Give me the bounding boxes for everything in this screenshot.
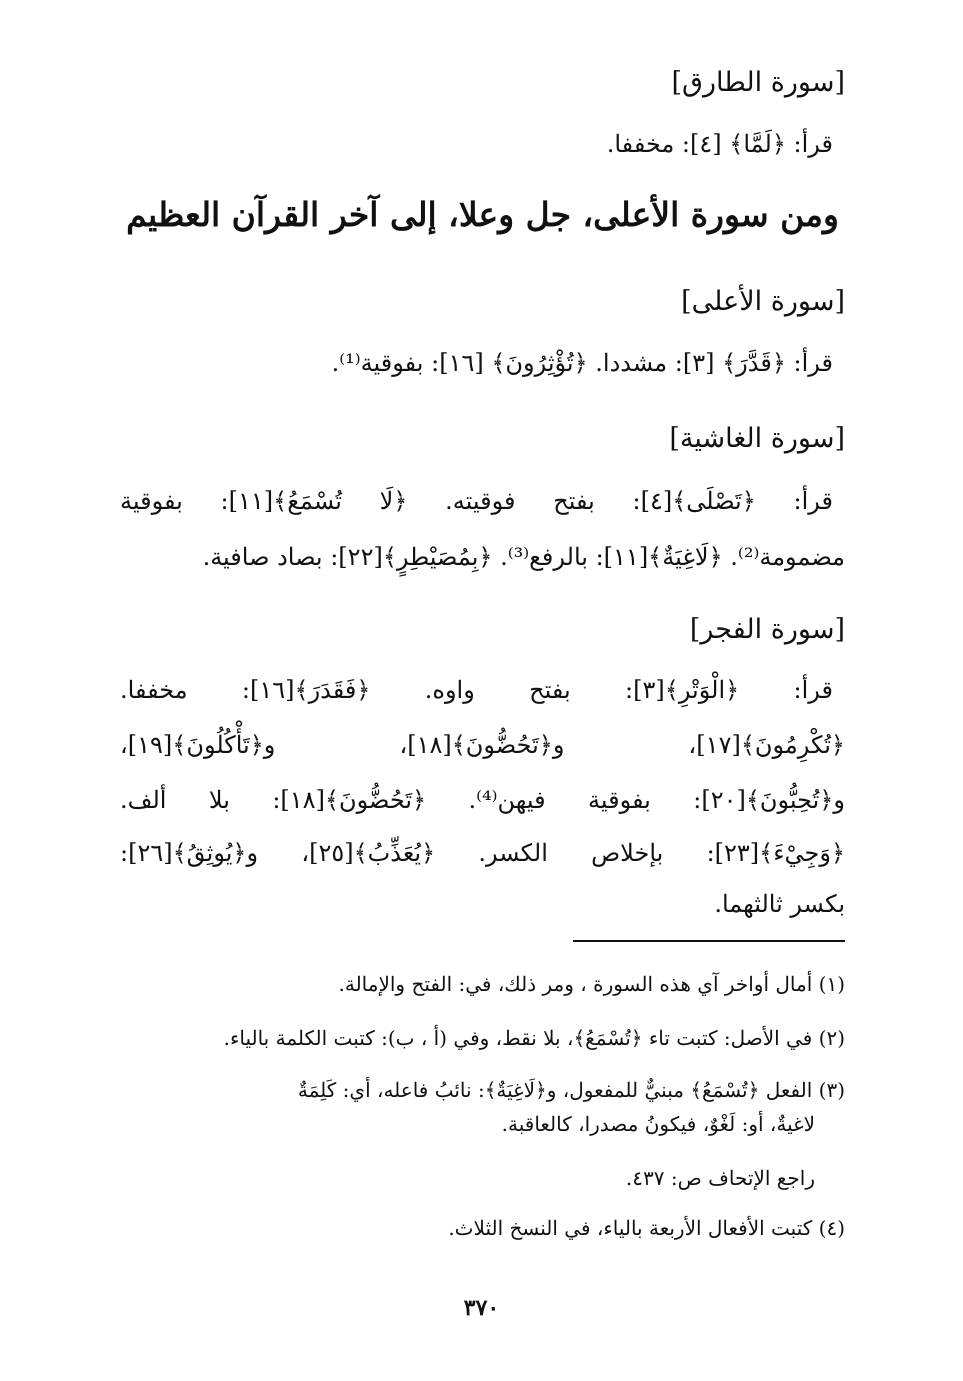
footnote-2: (٢) في الأصل: كتبت تاء ﴿تُسْمَعُ﴾، بلا نقط، وفي (أ ، ب): كتبت الكلمة بالياء.	[223, 1026, 845, 1050]
footnote-3-reference: راجع الإتحاف ص: ٤٣٧.	[625, 1166, 815, 1190]
surah-fajr-line-4: ﴿وَجِيْءَ﴾[٢٣]: بإخلاص الكسر. ﴿يُعَذِّبُ﴾[٢٥]، و﴿يُوثِقُ﴾[٢٦]:	[120, 839, 845, 867]
surah-fajr-line-5: بكسر ثالثهما.	[714, 890, 845, 918]
surah-tariq-heading: [سورة الطارق]	[671, 67, 845, 98]
surah-fajr-line-1: قرأ: ﴿الْوَتْرِ﴾[٣]: بفتح واوه. ﴿فَقَدَرَ﴾[١٦]: مخففا.	[120, 676, 833, 704]
footnote-4: (٤) كتبت الأفعال الأربعة بالياء، في النسخ الثلاث.	[448, 1216, 845, 1240]
footnote-3-continuation: لاغيةٌ، أو: لَغْوٌ، فيكونُ مصدرا، كالعاقبة.	[501, 1112, 815, 1136]
footnote-separator	[573, 940, 845, 942]
surah-tariq-line: قرأ: ﴿لَمَّا﴾ [٤]: مخففا.	[606, 130, 833, 158]
surah-ghashiya-line-2: مضمومة⁽²⁾. ﴿لَاغِيَةٌ﴾[١١]: بالرفع⁽³⁾. ﴿بِمُصَيْطِرٍ﴾[٢٢]: بصاد صافية.	[202, 543, 845, 571]
surah-ghashiya-line-1: قرأ: ﴿تَصْلَى﴾[٤]: بفتح فوقيته. ﴿لَا تُسْمَعُ﴾[١١]: بفوقية	[120, 487, 833, 515]
footnote-1: (١) أمال أواخر آي هذه السورة ، ومر ذلك، في: الفتح والإمالة.	[338, 972, 845, 996]
page-number: ٣٧٠	[463, 1295, 500, 1321]
surah-fajr-line-3: و﴿تُحِبُّونَ﴾[٢٠]: بفوقية فيهن⁽⁴⁾. ﴿تَحُضُّونَ﴾[١٨]: بلا ألف.	[120, 786, 845, 814]
surah-aala-heading: [سورة الأعلى]	[681, 286, 845, 317]
surah-ghashiya-heading: [سورة الغاشية]	[669, 423, 845, 454]
footnote-3: (٣) الفعل ﴿تُسْمَعُ﴾ مبنيٌّ للمفعول، و﴿لَاغِيَةٌ﴾: نائبُ فاعله، أي: كَلِمَةٌ	[297, 1078, 845, 1102]
surah-fajr-line-2: ﴿تُكْرِمُونَ﴾[١٧]، و﴿تَحُضُّونَ﴾[١٨]، و﴿تَأْكُلُونَ﴾[١٩]،	[120, 731, 845, 759]
surah-fajr-heading: [سورة الفجر]	[689, 614, 845, 645]
surah-aala-line: قرأ: ﴿قَدَّرَ﴾ [٣]: مشددا. ﴿تُؤْثِرُونَ﴾ [١٦]: بفوقية⁽¹⁾.	[331, 349, 833, 377]
main-section-heading: ومن سورة الأعلى، جل وعلا، إلى آخر القرآن العظيم	[126, 195, 839, 234]
